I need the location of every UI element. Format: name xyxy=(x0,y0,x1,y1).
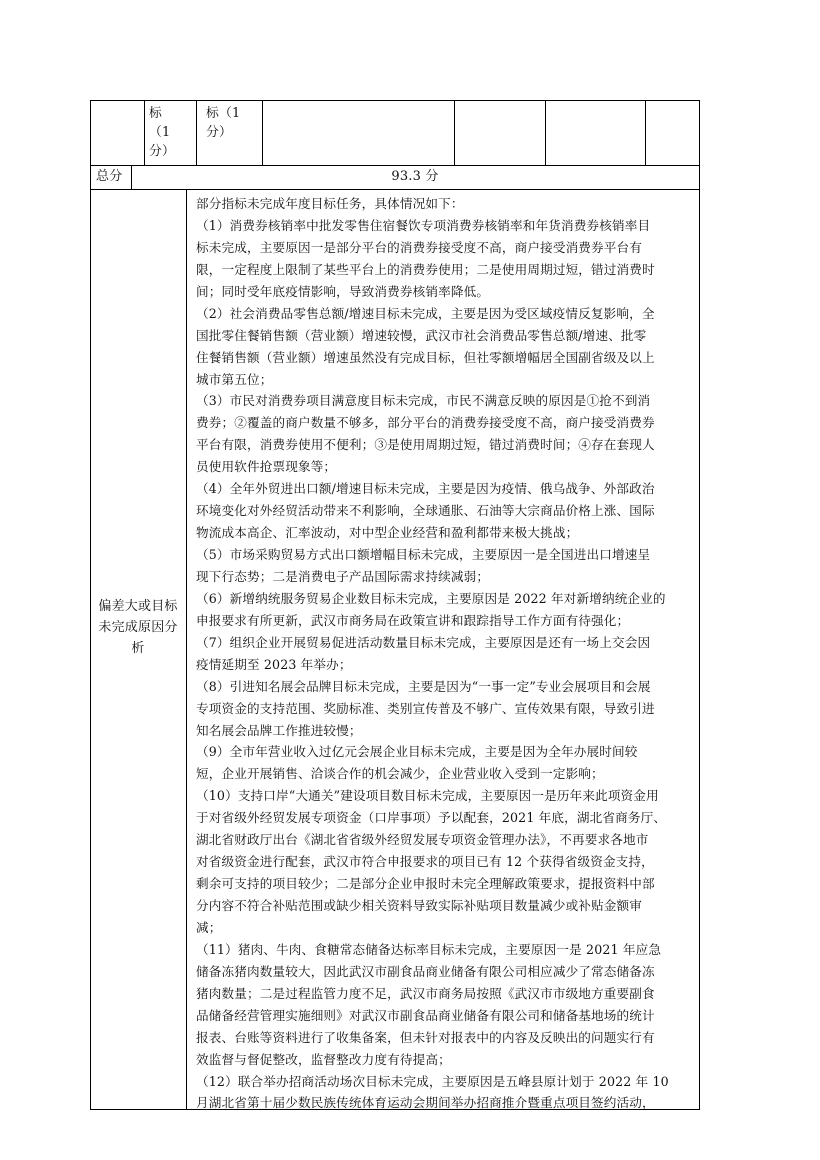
analysis-line: 对省级资金进行配套，武汉市符合申报要求的项目已有 12 个获得省级资金支持， xyxy=(196,854,654,870)
table-border-left xyxy=(90,100,91,1110)
analysis-line: 限，一定程度上限制了某些平台上的消费券使用；二是使用周期过短，错过消费时 xyxy=(196,261,655,277)
analysis-line: 环境变化对外经贸活动带来不利影响，全球通胀、石油等大宗商品价格上涨、国际 xyxy=(196,503,655,519)
analysis-line: 现下行态势；二是消费电子产品国际需求持续减弱； xyxy=(196,568,490,584)
col-divider-4 xyxy=(454,100,455,165)
col-divider-2 xyxy=(196,100,197,165)
col-divider-1 xyxy=(144,100,145,165)
analysis-line: 费券；②覆盖的商户数量不够多，部分平台的消费券接受度不高，商户接受消费券 xyxy=(196,415,655,431)
analysis-line: 知名展会品牌工作推进较慢； xyxy=(196,722,362,738)
analysis-line: 住餐销售额（营业额）增速虽然没有完成目标，但社零额增幅居全国副省级及以上 xyxy=(196,349,655,365)
col-divider-6 xyxy=(645,100,646,165)
deviation-label: 偏差大或目标未完成原因分析 xyxy=(98,599,178,656)
analysis-line: （6）新增纳统服务贸易企业数目标未完成，主要原因是 2022 年对新增纳统企业的 xyxy=(196,590,666,606)
analysis-line: 部分指标未完成年度目标任务，具体情况如下： xyxy=(196,196,464,211)
row-divider-total-top xyxy=(90,165,700,166)
analysis-line: 报表、台账等资料进行了收集备案，但未针对报表中的内容及反映出的问题实行有 xyxy=(196,1029,655,1045)
analysis-line: 减； xyxy=(196,919,222,935)
analysis-line: 品储备经营管理实施细则》对武汉市副食品商业储备有限公司和储备基地场的统计 xyxy=(196,1007,655,1023)
analysis-line: 间；同时受年底疫情影响，导致消费券核销率降低。 xyxy=(196,283,490,299)
col-divider-3 xyxy=(262,100,263,165)
deviation-label-divider xyxy=(186,189,187,1110)
analysis-line: 短，企业开展销售、洽谈合作的机会减少，企业营业收入受到一定影响； xyxy=(196,766,604,782)
analysis-line: 城市第五位； xyxy=(196,371,273,387)
analysis-line: 猪肉数量；二是过程监管力度不足，武汉市商务局按照《武汉市市级地方重要副食 xyxy=(196,985,655,1001)
deviation-analysis-text xyxy=(196,193,696,1114)
col-divider-5 xyxy=(545,100,546,165)
score-cell-col3: 标（1分） xyxy=(206,106,241,140)
analysis-line: 平台有限，消费券使用不便利；③是使用周期过短，错过消费时间；④存在套现人 xyxy=(196,437,655,453)
analysis-line: （4）全年外贸进出口额/增速目标未完成，主要是因为疫情、俄乌战争、外部政治 xyxy=(196,481,655,497)
total-label: 总分 xyxy=(96,169,123,184)
analysis-line: （10）支持口岸“大通关”建设项目数目标未完成，主要原因一是历年来此项资金用 xyxy=(196,788,659,804)
analysis-line: 国批零住餐销售额（营业额）增速较慢，武汉市社会消费品零售总额/增速、批零 xyxy=(196,327,647,343)
analysis-line: （7）组织企业开展贸易促进活动数量目标未完成，主要原因是还有一场上交会因 xyxy=(196,634,651,650)
analysis-line: （12）联合举办招商活动场次目标未完成，主要原因是五峰县原计划于 2022 年 10 xyxy=(196,1073,669,1089)
analysis-line: 效监督与督促整改，监督整改力度有待提高； xyxy=(196,1051,451,1067)
analysis-line: （9）全市年营业收入过亿元会展企业目标未完成，主要是因为全年办展时间较 xyxy=(196,744,638,760)
analysis-line: 储备冻猪肉数量较大，因此武汉市副食品商业储备有限公司相应减少了常态储备冻 xyxy=(196,963,655,979)
analysis-line: 物流成本高企、汇率波动，对中型企业经营和盈利都带来极大挑战； xyxy=(196,525,579,541)
analysis-line: 分内容不符合补贴范围或缺少相关资料导致实际补贴项目数量减少或补贴金额审 xyxy=(196,898,643,913)
analysis-line: （8）引进知名展会品牌目标未完成，主要是因为“一事一定”专业会展项目和会展 xyxy=(196,678,651,694)
analysis-line: （1）消费券核销率中批发零售住宿餐饮专项消费券核销率和年货消费券核销率目 xyxy=(196,217,651,233)
analysis-line: 湖北省财政厅出台《湖北省省级外经贸发展专项资金管理办法》，不再要求各地市 xyxy=(196,832,649,848)
analysis-line: 月湖北省第十届少数民族传统体育运动会期间举办招商推介暨重点项目签约活动， xyxy=(196,1095,655,1111)
analysis-line: 员使用软件抢票现象等； xyxy=(196,459,337,475)
analysis-line: 标未完成，主要原因一是部分平台的消费券接受度不高，商户接受消费券平台有 xyxy=(196,239,643,255)
analysis-line: （3）市民对消费券项目满意度目标未完成，市民不满意反映的原因是①抢不到消 xyxy=(196,393,651,409)
row-divider-total-bottom xyxy=(90,189,700,190)
analysis-line: 剩余可支持的项目较少；二是部分企业申报时未完全理解政策要求，提报资料中部 xyxy=(196,876,655,892)
analysis-line: （2）社会消费品零售总额/增速目标未完成，主要是因为受区域疫情反复影响，全 xyxy=(196,305,655,321)
score-cell-col2: 标（1分） xyxy=(149,106,175,159)
analysis-line: （5）市场采购贸易方式出口额增幅目标未完成，主要原因一是全国进出口增速呈 xyxy=(196,547,651,562)
analysis-line: 专项资金的支持范围、奖励标准、类别宣传普及不够广、宣传效果有限，导致引进 xyxy=(196,700,655,716)
evaluation-table xyxy=(90,100,700,1110)
analysis-line: 申报要求有所更新，武汉市商务局在政策宣讲和跟踪指导工作方面有待强化； xyxy=(196,612,630,628)
table-border-right xyxy=(699,100,700,1110)
analysis-line: （11）猪肉、牛肉、食糖常态储备达标率目标未完成，主要原因一是 2021 年应急 xyxy=(196,941,662,957)
analysis-line: 疫情延期至 2023 年举办； xyxy=(196,656,352,672)
table-border-top xyxy=(90,100,700,101)
total-score-value: 93.3 分 xyxy=(391,169,439,184)
analysis-line: 于对省级外经贸发展专项资金（口岸事项）予以配套，2021 年底，湖北省商务厅、 xyxy=(196,810,667,826)
